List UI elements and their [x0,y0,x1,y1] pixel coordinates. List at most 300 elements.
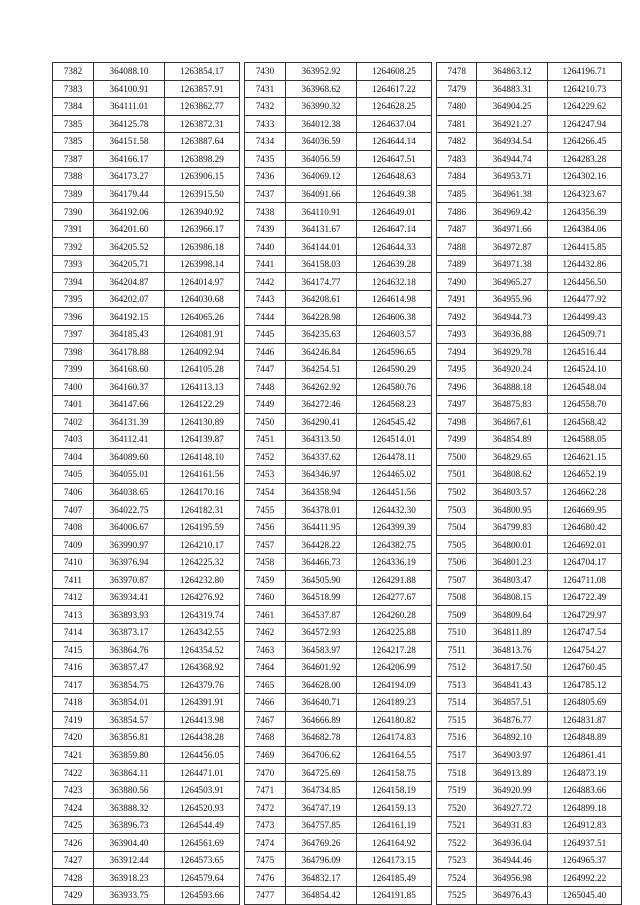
point-number-cell: 7431 [245,80,286,98]
point-number-cell: 7399 [53,361,94,379]
x-coordinate-cell: 364228.98 [286,308,357,326]
y-coordinate-cell: 1264478.11 [357,448,432,466]
table-row [53,308,240,326]
x-coordinate-cell: 363859.80 [94,746,165,764]
y-coordinate-cell: 1264266.45 [547,133,621,151]
x-coordinate-cell: 364089.60 [94,448,165,466]
table-row [245,799,432,817]
x-coordinate-cell: 364944.74 [477,150,547,168]
table-row [245,571,432,589]
y-coordinate-cell: 1264185.49 [357,869,432,887]
x-coordinate-cell: 364125.78 [94,115,165,133]
x-coordinate-cell: 364666.89 [286,711,357,729]
y-coordinate-cell: 1264225.88 [357,624,432,642]
point-number-cell: 7501 [437,466,477,484]
point-number-cell: 7489 [437,255,477,273]
x-coordinate-cell: 364808.15 [477,588,547,606]
table-row [437,168,622,186]
point-number-cell: 7507 [437,571,477,589]
point-number-cell: 7436 [245,168,286,186]
point-number-cell: 7390 [53,203,94,221]
x-coordinate-cell: 364192.15 [94,308,165,326]
point-number-cell: 7505 [437,536,477,554]
table-row [437,518,622,536]
point-number-cell: 7483 [437,150,477,168]
coordinate-table-right [436,62,622,905]
y-coordinate-cell: 1264379.76 [165,676,240,694]
y-coordinate-cell: 1264516.44 [547,343,621,361]
y-coordinate-cell: 1264122.29 [165,396,240,414]
y-coordinate-cell: 1264161.19 [357,816,432,834]
x-coordinate-cell: 363854.01 [94,694,165,712]
x-coordinate-cell: 364173.27 [94,168,165,186]
x-coordinate-cell: 364913.89 [477,764,547,782]
table-row [437,290,622,308]
point-number-cell: 7480 [437,98,477,116]
y-coordinate-cell: 1264499.43 [547,308,621,326]
x-coordinate-cell: 363990.97 [94,536,165,554]
point-number-cell: 7524 [437,869,477,887]
y-coordinate-cell: 1263966.17 [165,220,240,238]
y-coordinate-cell: 1264647.14 [357,220,432,238]
y-coordinate-cell: 1264247.94 [547,115,621,133]
table-row [53,98,240,116]
y-coordinate-cell: 1264170.16 [165,483,240,501]
table-row [245,676,432,694]
table-row [53,115,240,133]
table-row [245,851,432,869]
table-row [53,466,240,484]
x-coordinate-cell: 364204.87 [94,273,165,291]
table-row [53,799,240,817]
point-number-cell: 7404 [53,448,94,466]
x-coordinate-cell: 364829.65 [477,448,547,466]
y-coordinate-cell: 1264831.87 [547,711,621,729]
x-coordinate-cell: 364863.12 [477,63,547,81]
y-coordinate-cell: 1264652.19 [547,466,621,484]
x-coordinate-cell: 364883.31 [477,80,547,98]
x-coordinate-cell: 364801.23 [477,553,547,571]
x-coordinate-cell: 364091.66 [286,185,357,203]
point-number-cell: 7462 [245,624,286,642]
table-row [437,588,622,606]
x-coordinate-cell: 364892.10 [477,729,547,747]
table-row [53,606,240,624]
point-number-cell: 7471 [245,781,286,799]
table-row [437,396,622,414]
y-coordinate-cell: 1264206.99 [357,659,432,677]
point-number-cell: 7470 [245,764,286,782]
x-coordinate-cell: 364832.17 [286,869,357,887]
x-coordinate-cell: 364920.24 [477,361,547,379]
table-row [245,308,432,326]
y-coordinate-cell: 1263940.92 [165,203,240,221]
point-number-cell: 7452 [245,448,286,466]
point-number-cell: 7485 [437,185,477,203]
table-row [245,624,432,642]
x-coordinate-cell: 364505.90 [286,571,357,589]
x-coordinate-cell: 364809.64 [477,606,547,624]
table-row [437,133,622,151]
y-coordinate-cell: 1264992.22 [547,869,621,887]
point-number-cell: 7405 [53,466,94,484]
y-coordinate-cell: 1264588.05 [547,431,621,449]
table-row [245,659,432,677]
point-number-cell: 7385 [53,133,94,151]
point-number-cell: 7498 [437,413,477,431]
y-coordinate-cell: 1263898.29 [165,150,240,168]
x-coordinate-cell: 364903.97 [477,746,547,764]
x-coordinate-cell: 363873.17 [94,624,165,642]
y-coordinate-cell: 1264760.45 [547,659,621,677]
table-row [53,711,240,729]
point-number-cell: 7426 [53,834,94,852]
x-coordinate-cell: 364934.54 [477,133,547,151]
x-coordinate-cell: 364088.10 [94,63,165,81]
x-coordinate-cell: 364208.61 [286,290,357,308]
table-row [437,606,622,624]
table-row [245,343,432,361]
y-coordinate-cell: 1264558.70 [547,396,621,414]
x-coordinate-cell: 364769.26 [286,834,357,852]
y-coordinate-cell: 1264548.04 [547,378,621,396]
table-row [245,711,432,729]
point-number-cell: 7497 [437,396,477,414]
y-coordinate-cell: 1264729.97 [547,606,621,624]
point-number-cell: 7385 [53,115,94,133]
y-coordinate-cell: 1264524.10 [547,361,621,379]
table-row [437,378,622,396]
table-row [245,518,432,536]
x-coordinate-cell: 364929.78 [477,343,547,361]
table-row [53,80,240,98]
point-number-cell: 7388 [53,168,94,186]
x-coordinate-cell: 364158.03 [286,255,357,273]
x-coordinate-cell: 364036.59 [286,133,357,151]
table-row [245,203,432,221]
y-coordinate-cell: 1264384.06 [547,220,621,238]
point-number-cell: 7448 [245,378,286,396]
point-number-cell: 7514 [437,694,477,712]
table-row [53,168,240,186]
table-row [437,816,622,834]
point-number-cell: 7475 [245,851,286,869]
table-row [53,553,240,571]
point-number-cell: 7387 [53,150,94,168]
table-row [53,290,240,308]
x-coordinate-cell: 364144.01 [286,238,357,256]
table-row [437,238,622,256]
y-coordinate-cell: 1264621.15 [547,448,621,466]
point-number-cell: 7413 [53,606,94,624]
coordinate-table-left [52,62,240,905]
y-coordinate-cell: 1264148.10 [165,448,240,466]
table-row [245,150,432,168]
table-row [53,764,240,782]
y-coordinate-cell: 1264081.91 [165,325,240,343]
point-number-cell: 7510 [437,624,477,642]
point-number-cell: 7515 [437,711,477,729]
point-number-cell: 7397 [53,325,94,343]
x-coordinate-cell: 364976.43 [477,886,547,904]
x-coordinate-cell: 364803.57 [477,483,547,501]
x-coordinate-cell: 363933.75 [94,886,165,904]
y-coordinate-cell: 1264399.39 [357,518,432,536]
y-coordinate-cell: 1264912.83 [547,816,621,834]
point-number-cell: 7444 [245,308,286,326]
table-row [53,220,240,238]
x-coordinate-cell: 364796.09 [286,851,357,869]
x-coordinate-cell: 363912.44 [94,851,165,869]
point-number-cell: 7461 [245,606,286,624]
table-row [437,851,622,869]
x-coordinate-cell: 363970.87 [94,571,165,589]
table-row [53,63,240,81]
point-number-cell: 7400 [53,378,94,396]
y-coordinate-cell: 1264680.42 [547,518,621,536]
table-row [245,606,432,624]
x-coordinate-cell: 364006.67 [94,518,165,536]
x-coordinate-cell: 364178.88 [94,343,165,361]
table-row [437,466,622,484]
y-coordinate-cell: 1264368.92 [165,659,240,677]
table-row [53,431,240,449]
point-number-cell: 7395 [53,290,94,308]
x-coordinate-cell: 364972.87 [477,238,547,256]
table-row [245,729,432,747]
point-number-cell: 7457 [245,536,286,554]
point-number-cell: 7487 [437,220,477,238]
x-coordinate-cell: 363976.94 [94,553,165,571]
point-number-cell: 7403 [53,431,94,449]
point-number-cell: 7503 [437,501,477,519]
table-row [437,220,622,238]
y-coordinate-cell: 1265045.40 [547,886,621,904]
table-row [437,729,622,747]
table-row [245,238,432,256]
point-number-cell: 7484 [437,168,477,186]
table-row [53,641,240,659]
point-number-cell: 7382 [53,63,94,81]
y-coordinate-cell: 1264173.15 [357,851,432,869]
table-row [245,834,432,852]
point-number-cell: 7416 [53,659,94,677]
x-coordinate-cell: 364518.99 [286,588,357,606]
y-coordinate-cell: 1264323.67 [547,185,621,203]
table-row [437,98,622,116]
y-coordinate-cell: 1264174.83 [357,729,432,747]
y-coordinate-cell: 1264182.31 [165,501,240,519]
table-row [245,501,432,519]
y-coordinate-cell: 1264477.92 [547,290,621,308]
point-number-cell: 7389 [53,185,94,203]
point-number-cell: 7441 [245,255,286,273]
table-row [53,203,240,221]
y-coordinate-cell: 1264848.89 [547,729,621,747]
x-coordinate-cell: 364151.58 [94,133,165,151]
table-row [437,694,622,712]
x-coordinate-cell: 363893.93 [94,606,165,624]
x-coordinate-cell: 364537.87 [286,606,357,624]
y-coordinate-cell: 1264014.97 [165,273,240,291]
table-row [245,168,432,186]
point-number-cell: 7434 [245,133,286,151]
point-number-cell: 7447 [245,361,286,379]
y-coordinate-cell: 1264754.27 [547,641,621,659]
x-coordinate-cell: 364813.76 [477,641,547,659]
table-row [245,133,432,151]
table-row [437,185,622,203]
x-coordinate-cell: 363888.32 [94,799,165,817]
point-number-cell: 7506 [437,553,477,571]
point-number-cell: 7490 [437,273,477,291]
point-number-cell: 7410 [53,553,94,571]
table-row [53,588,240,606]
table-row [437,361,622,379]
point-number-cell: 7488 [437,238,477,256]
table-row [53,729,240,747]
x-coordinate-cell: 364055.01 [94,466,165,484]
y-coordinate-cell: 1264503.91 [165,781,240,799]
point-number-cell: 7429 [53,886,94,904]
table-row [53,325,240,343]
table-row [437,115,622,133]
x-coordinate-cell: 364179.44 [94,185,165,203]
point-number-cell: 7414 [53,624,94,642]
y-coordinate-cell: 1264196.71 [547,63,621,81]
table-row [53,150,240,168]
x-coordinate-cell: 363952.92 [286,63,357,81]
y-coordinate-cell: 1264191.85 [357,886,432,904]
y-coordinate-cell: 1264669.95 [547,501,621,519]
x-coordinate-cell: 364166.17 [94,150,165,168]
table-row [53,816,240,834]
y-coordinate-cell: 1264283.28 [547,150,621,168]
table-row [245,694,432,712]
point-number-cell: 7393 [53,255,94,273]
x-coordinate-cell: 363934.41 [94,588,165,606]
table-row [53,361,240,379]
x-coordinate-cell: 364185.43 [94,325,165,343]
point-number-cell: 7509 [437,606,477,624]
x-coordinate-cell: 364201.60 [94,220,165,238]
y-coordinate-cell: 1264471.01 [165,764,240,782]
y-coordinate-cell: 1264415.85 [547,238,621,256]
table-row [53,448,240,466]
point-number-cell: 7422 [53,764,94,782]
table-row [53,238,240,256]
table-row [437,764,622,782]
y-coordinate-cell: 1264573.65 [165,851,240,869]
table-row [245,290,432,308]
table-row [437,711,622,729]
point-number-cell: 7482 [437,133,477,151]
y-coordinate-cell: 1264628.25 [357,98,432,116]
y-coordinate-cell: 1264277.67 [357,588,432,606]
table-row [437,483,622,501]
table-row [53,518,240,536]
point-number-cell: 7430 [245,63,286,81]
table-row [245,448,432,466]
x-coordinate-cell: 364147.66 [94,396,165,414]
point-number-cell: 7456 [245,518,286,536]
y-coordinate-cell: 1264579.64 [165,869,240,887]
x-coordinate-cell: 364956.98 [477,869,547,887]
x-coordinate-cell: 364811.89 [477,624,547,642]
y-coordinate-cell: 1264965.37 [547,851,621,869]
x-coordinate-cell: 364262.92 [286,378,357,396]
y-coordinate-cell: 1264456.50 [547,273,621,291]
x-coordinate-cell: 363864.11 [94,764,165,782]
point-number-cell: 7415 [53,641,94,659]
table-row [245,220,432,238]
x-coordinate-cell: 364969.42 [477,203,547,221]
x-coordinate-cell: 364038.65 [94,483,165,501]
x-coordinate-cell: 363904.40 [94,834,165,852]
table-row [245,63,432,81]
table-row [53,396,240,414]
x-coordinate-cell: 364734.85 [286,781,357,799]
y-coordinate-cell: 1264180.82 [357,711,432,729]
x-coordinate-cell: 364854.89 [477,431,547,449]
x-coordinate-cell: 364168.60 [94,361,165,379]
x-coordinate-cell: 364682.78 [286,729,357,747]
point-number-cell: 7440 [245,238,286,256]
point-number-cell: 7458 [245,553,286,571]
point-number-cell: 7432 [245,98,286,116]
table-row [53,746,240,764]
point-number-cell: 7383 [53,80,94,98]
table-row [53,869,240,887]
table-row [437,676,622,694]
table-row [245,588,432,606]
y-coordinate-cell: 1264432.30 [357,501,432,519]
table-row [245,781,432,799]
x-coordinate-cell: 364953.71 [477,168,547,186]
y-coordinate-cell: 1264883.66 [547,781,621,799]
point-number-cell: 7518 [437,764,477,782]
y-coordinate-cell: 1264158.19 [357,781,432,799]
table-row [53,255,240,273]
x-coordinate-cell: 364944.73 [477,308,547,326]
table-row [437,869,622,887]
y-coordinate-cell: 1264861.41 [547,746,621,764]
table-row [53,536,240,554]
table-row [53,781,240,799]
y-coordinate-cell: 1264451.56 [357,483,432,501]
y-coordinate-cell: 1264354.52 [165,641,240,659]
x-coordinate-cell: 364920.99 [477,781,547,799]
x-coordinate-cell: 363856.81 [94,729,165,747]
x-coordinate-cell: 364358.94 [286,483,357,501]
table-row [437,80,622,98]
table-row [245,361,432,379]
x-coordinate-cell: 364936.88 [477,325,547,343]
table-row [245,115,432,133]
y-coordinate-cell: 1264606.38 [357,308,432,326]
table-row [245,98,432,116]
y-coordinate-cell: 1264065.26 [165,308,240,326]
point-number-cell: 7473 [245,816,286,834]
point-number-cell: 7474 [245,834,286,852]
y-coordinate-cell: 1264711.08 [547,571,621,589]
table-row [437,571,622,589]
y-coordinate-cell: 1264438.28 [165,729,240,747]
point-number-cell: 7384 [53,98,94,116]
table-row [245,431,432,449]
table-row [437,641,622,659]
point-number-cell: 7411 [53,571,94,589]
